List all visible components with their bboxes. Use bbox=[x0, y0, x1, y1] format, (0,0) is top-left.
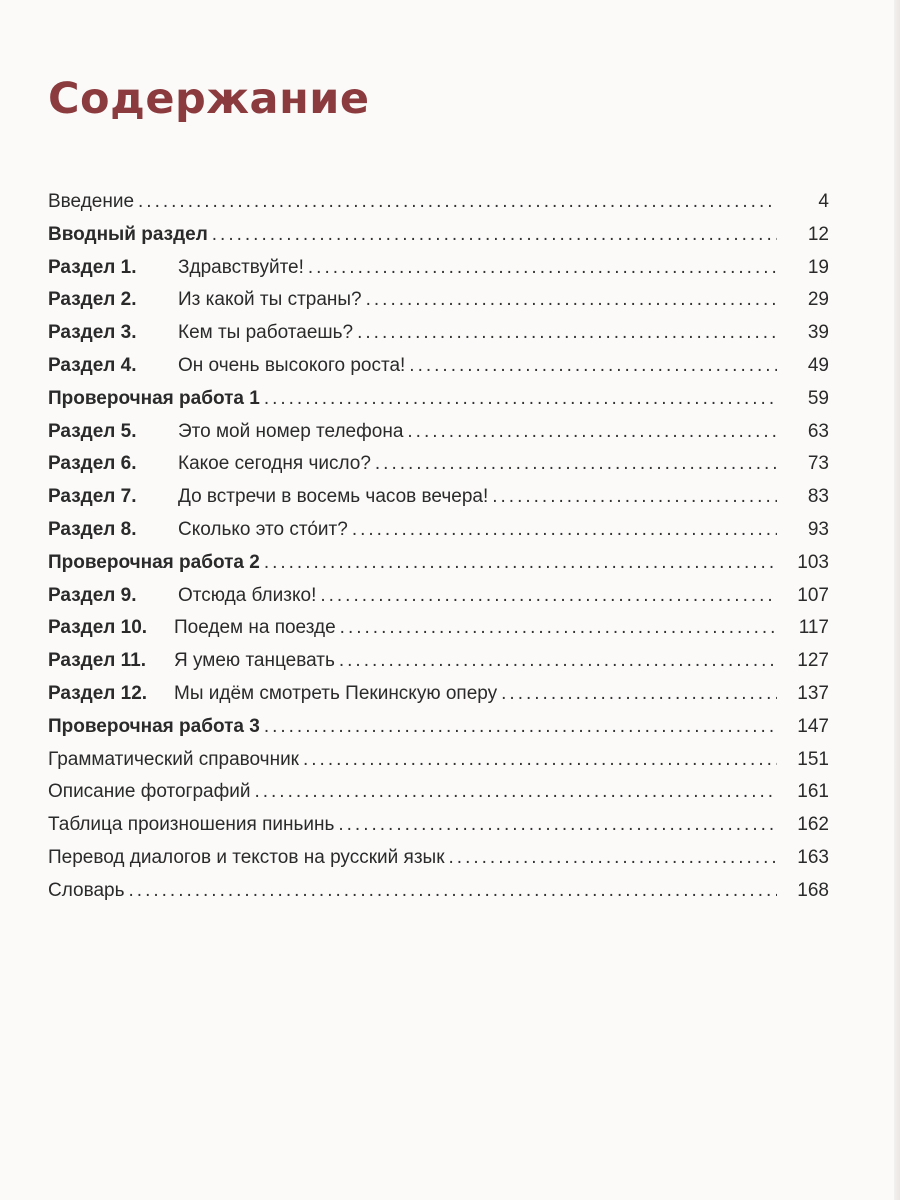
toc-page-number: 107 bbox=[797, 584, 829, 606]
toc-page-number: 73 bbox=[807, 453, 829, 475]
dot-leader bbox=[254, 781, 777, 803]
dot-leader bbox=[320, 585, 777, 607]
toc-page-number: 49 bbox=[807, 354, 829, 376]
toc-section-label: Раздел 3. bbox=[48, 322, 137, 344]
page-edge bbox=[894, 0, 900, 1200]
dot-leader bbox=[340, 617, 777, 639]
toc-page-number: 103 bbox=[797, 551, 829, 573]
toc-entry bbox=[48, 191, 829, 224]
dot-leader bbox=[501, 683, 777, 705]
dot-leader bbox=[449, 847, 777, 869]
dot-leader bbox=[492, 486, 777, 508]
toc-entry bbox=[48, 781, 829, 814]
dot-leader bbox=[138, 191, 777, 213]
toc-entry bbox=[48, 650, 829, 683]
toc-page-number: 4 bbox=[818, 191, 829, 212]
toc-page-number: 163 bbox=[797, 846, 829, 868]
toc-page-number: 93 bbox=[807, 518, 829, 540]
dot-leader bbox=[338, 814, 777, 836]
toc-section-label: Раздел 11. bbox=[48, 650, 147, 672]
toc-page-number: 59 bbox=[807, 387, 829, 409]
toc-section-label: Раздел 4. bbox=[48, 354, 137, 376]
toc-entry bbox=[48, 519, 829, 552]
dot-leader bbox=[409, 355, 777, 377]
toc-section-label: Раздел 10. bbox=[48, 617, 148, 639]
toc-section-label: Раздел 8. bbox=[48, 518, 137, 540]
dot-leader bbox=[407, 421, 777, 443]
toc-page-number: 168 bbox=[797, 879, 829, 901]
toc-entry bbox=[48, 257, 829, 290]
toc-section-label: Раздел 2. bbox=[48, 289, 137, 311]
dot-leader bbox=[352, 519, 777, 541]
toc-entry bbox=[48, 388, 829, 421]
toc-entry-title: Из какой ты страны? bbox=[178, 289, 362, 311]
toc-page-number: 162 bbox=[797, 814, 829, 836]
toc-entry bbox=[48, 421, 829, 454]
toc-entry-title: Кем ты работаешь? bbox=[178, 322, 354, 344]
toc-entry-title: Введение bbox=[48, 191, 135, 212]
toc-entry bbox=[48, 880, 829, 913]
dot-leader bbox=[264, 388, 777, 410]
toc-section-label: Раздел 5. bbox=[48, 420, 137, 442]
toc-page-number: 147 bbox=[797, 715, 829, 737]
page-title: Содержание bbox=[48, 74, 370, 124]
toc-entry bbox=[48, 486, 829, 519]
toc-section-label: Раздел 9. bbox=[48, 584, 137, 606]
toc-entry-title: Перевод диалогов и текстов на русский язык bbox=[48, 846, 445, 868]
toc-page-number: 83 bbox=[807, 486, 829, 508]
toc-section-label: Раздел 7. bbox=[48, 486, 137, 508]
toc-section-label: Раздел 1. bbox=[48, 256, 137, 278]
toc-entry bbox=[48, 617, 829, 650]
toc-page-number: 12 bbox=[807, 223, 829, 245]
toc-page-number: 63 bbox=[807, 420, 829, 442]
dot-leader bbox=[129, 880, 777, 902]
toc-entry-title: Словарь bbox=[48, 879, 125, 901]
toc-entry bbox=[48, 322, 829, 355]
table-of-contents bbox=[48, 191, 829, 913]
toc-entry-title: Поедем на поезде bbox=[174, 617, 336, 639]
toc-entry bbox=[48, 289, 829, 322]
toc-page-number: 19 bbox=[807, 256, 829, 278]
toc-entry-title: Какое сегодня число? bbox=[178, 453, 371, 475]
toc-entry-title: Отсюда близко! bbox=[178, 584, 317, 606]
dot-leader bbox=[212, 224, 777, 246]
dot-leader bbox=[357, 322, 777, 344]
toc-entry bbox=[48, 749, 829, 782]
toc-entry-title: Проверочная работа 3 bbox=[48, 715, 260, 737]
toc-entry bbox=[48, 224, 829, 257]
toc-entry-title: Проверочная работа 1 bbox=[48, 387, 260, 409]
toc-entry bbox=[48, 847, 829, 880]
toc-page-number: 161 bbox=[797, 781, 829, 803]
toc-entry-title: До встречи в восемь часов вечера! bbox=[178, 486, 489, 508]
toc-entry-title: Вводный раздел bbox=[48, 223, 208, 245]
dot-leader bbox=[303, 749, 777, 771]
toc-page-number: 39 bbox=[807, 322, 829, 344]
toc-entry-title: Описание фотографий bbox=[48, 781, 251, 803]
toc-entry-title: Это мой номер телефона bbox=[178, 420, 404, 442]
toc-entry-title: Мы идём смотреть Пекинскую оперу bbox=[174, 682, 498, 704]
dot-leader bbox=[264, 552, 777, 574]
dot-leader bbox=[366, 289, 777, 311]
toc-entry bbox=[48, 552, 829, 585]
toc-page-number: 151 bbox=[797, 748, 829, 770]
toc-entry bbox=[48, 585, 829, 618]
toc-entry-title: Сколько это сто́ит? bbox=[178, 518, 348, 540]
dot-leader bbox=[308, 257, 777, 279]
toc-entry-title: Я умею танцевать bbox=[174, 650, 335, 672]
toc-entry-title: Он очень высокого роста! bbox=[178, 354, 406, 376]
toc-page-number: 127 bbox=[797, 650, 829, 672]
toc-entry bbox=[48, 814, 829, 847]
dot-leader bbox=[375, 453, 777, 475]
toc-entry bbox=[48, 716, 829, 749]
dot-leader bbox=[264, 716, 777, 738]
dot-leader bbox=[339, 650, 777, 672]
toc-page-number: 137 bbox=[797, 682, 829, 704]
toc-entry-title: Здравствуйте! bbox=[178, 256, 304, 278]
toc-section-label: Раздел 12. bbox=[48, 682, 148, 704]
toc-entry bbox=[48, 683, 829, 716]
toc-entry-title: Проверочная работа 2 bbox=[48, 551, 260, 573]
toc-entry bbox=[48, 453, 829, 486]
toc-section-label: Раздел 6. bbox=[48, 453, 137, 475]
toc-entry-title: Таблица произношения пиньинь bbox=[48, 814, 335, 836]
toc-entry bbox=[48, 355, 829, 388]
toc-page-number: 29 bbox=[807, 289, 829, 311]
toc-page-number: 117 bbox=[798, 617, 829, 639]
toc-entry-title: Грамматический справочник bbox=[48, 748, 299, 770]
